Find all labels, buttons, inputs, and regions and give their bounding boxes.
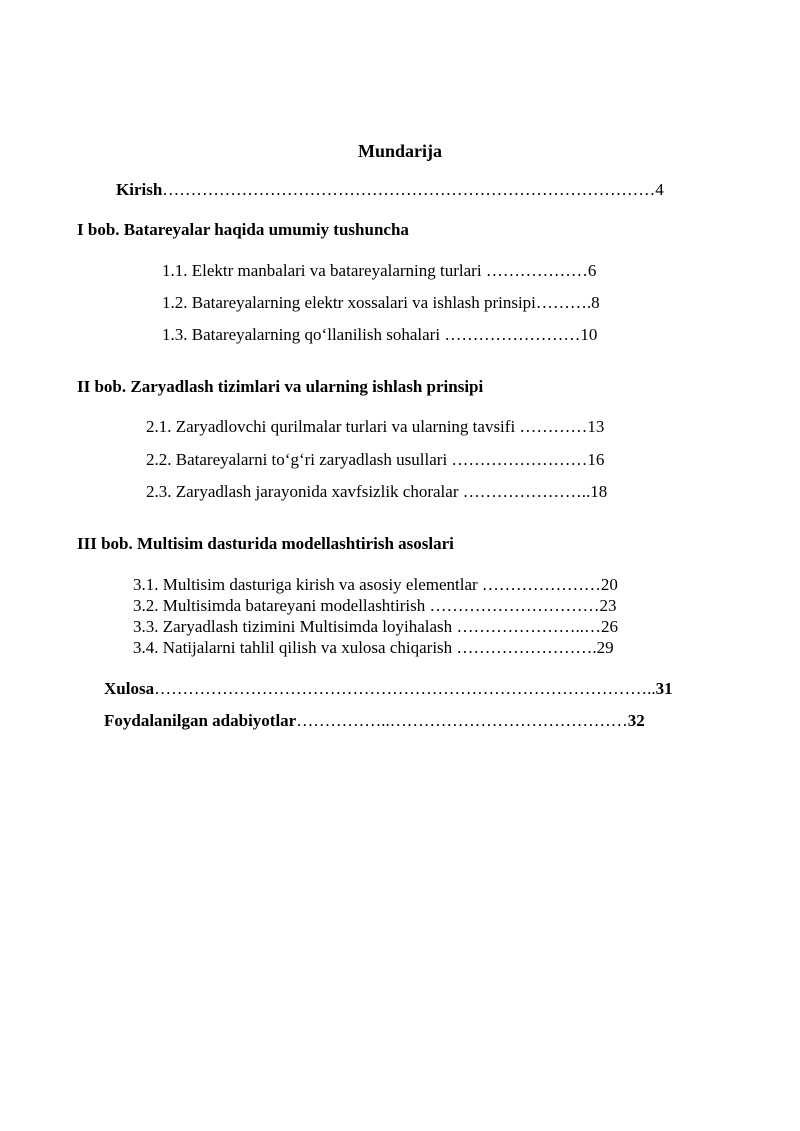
toc-entry-title: 1.2. Batareyalarning elektr xossalari va ishlash prinsipi <box>162 293 536 312</box>
toc-entry-1-2 <box>162 292 600 314</box>
toc-entry-title: Foydalanilgan adabiyotlar <box>104 711 297 730</box>
toc-leader: ……………..…………………………………… <box>296 711 628 730</box>
toc-page-number: 26 <box>600 617 618 636</box>
toc-leader: …………………………………………………………………………… <box>162 180 656 199</box>
toc-page-number: 4 <box>655 180 664 199</box>
toc-entry-1-3 <box>162 324 597 346</box>
toc-leader: …………………… <box>447 450 588 469</box>
toc-leader: ……………………. <box>452 638 597 657</box>
toc-entry-title: 2.1. Zaryadlovchi qurilmalar turlari va ularning tavsifi <box>146 417 516 436</box>
toc-page-number: 18 <box>590 482 608 501</box>
toc-entry-2-1 <box>146 416 604 438</box>
toc-page-number: 20 <box>600 575 618 594</box>
toc-entry-references <box>104 710 645 732</box>
toc-leader: ………. <box>535 293 592 312</box>
toc-entry-title: 3.2. Multisimda batareyani modellashtirish <box>133 596 426 615</box>
toc-entry-title: 2.3. Zaryadlash jarayonida xavfsizlik choralar <box>146 482 459 501</box>
toc-entry-3-4 <box>133 637 614 659</box>
chapter-heading-3: III bob. Multisim dasturida modellashtirish asoslari <box>77 534 454 553</box>
toc-entry-3-2 <box>133 595 617 617</box>
toc-entry-3-3 <box>133 616 618 638</box>
toc-leader: …………………..… <box>452 617 601 636</box>
page-title: Mundarija <box>357 141 442 161</box>
toc-leader: …………………………………………………………………………….. <box>154 679 656 698</box>
chapter-heading-2: II bob. Zaryadlash tizimlari va ularning ishlash prinsipi <box>77 377 484 396</box>
toc-page-number: 13 <box>587 417 605 436</box>
toc-entry-title: 3.1. Multisim dasturiga kirish va asosiy elementlar <box>133 575 478 594</box>
toc-entry-title: Xulosa <box>104 679 155 698</box>
toc-page-number: 23 <box>599 596 617 615</box>
toc-leader: …………………… <box>440 325 581 344</box>
toc-entry-title: 2.2. Batareyalarni to‘g‘ri zaryadlash usullari <box>146 450 448 469</box>
toc-page-number: 6 <box>587 261 597 280</box>
toc-entry-title: 3.3. Zaryadlash tizimini Multisimda loyihalash <box>133 617 453 636</box>
toc-leader: ………………………… <box>425 596 600 615</box>
toc-leader: ………………… <box>477 575 601 594</box>
toc-entry-title: 3.4. Natijalarni tahlil qilish va xulosa chiqarish <box>133 638 453 657</box>
toc-entry-title: 1.3. Batareyalarning qo‘llanilish sohalari <box>162 325 441 344</box>
toc-leader: ………… <box>515 417 588 436</box>
toc-page-number: 8 <box>591 293 600 312</box>
toc-entry-3-1 <box>133 574 618 596</box>
chapter-heading-1: I bob. Batareyalar haqida umumiy tushuncha <box>77 220 409 239</box>
toc-page-number: 32 <box>627 711 645 730</box>
toc-page-number: 10 <box>580 325 598 344</box>
toc-entry-2-2 <box>146 449 604 471</box>
toc-entry-title: Kirish <box>116 180 163 199</box>
toc-leader: ………………….. <box>458 482 591 501</box>
toc-entry-kirish <box>116 179 664 201</box>
toc-entry-xulosa <box>104 678 673 700</box>
toc-entry-1-1 <box>162 260 596 282</box>
toc-entry-title: 1.1. Elektr manbalari va batareyalarning turlari <box>162 261 482 280</box>
toc-page-number: 29 <box>596 638 614 657</box>
toc-leader: ……………… <box>481 261 588 280</box>
toc-entry-2-3 <box>146 481 607 503</box>
toc-page-number: 31 <box>655 679 673 698</box>
toc-page-number: 16 <box>587 450 605 469</box>
